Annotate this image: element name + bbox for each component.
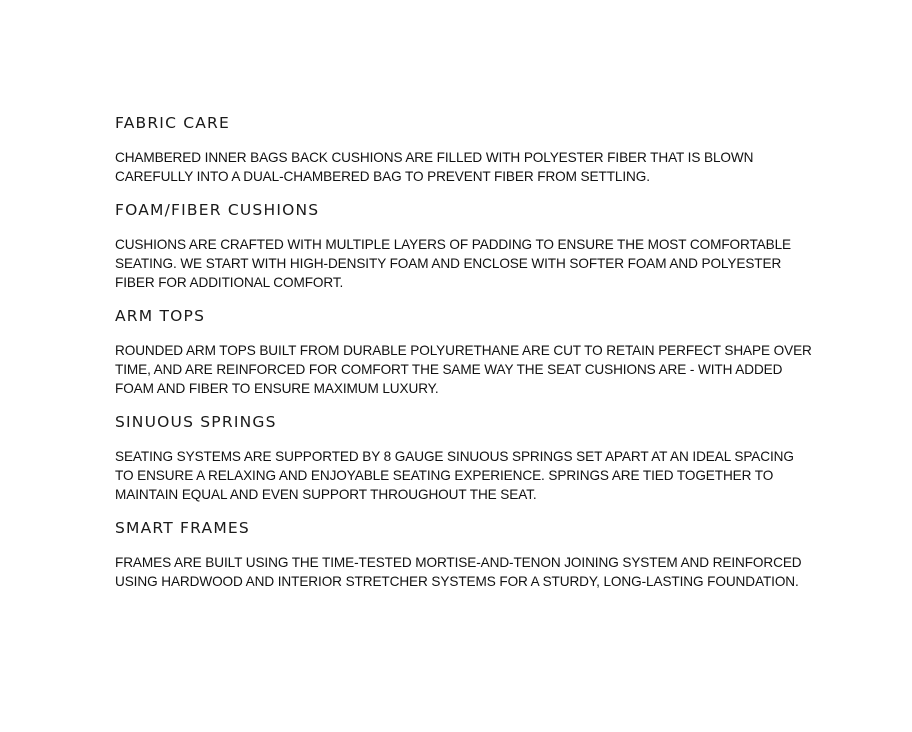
section-body: SEATING SYSTEMS ARE SUPPORTED BY 8 GAUGE SINUOUS SPRINGS SET APART AT AN IDEAL SPACING TO ENSURE A RELAXING AND ENJOYABLE SEATING EXPERIENCE. SPRINGS ARE TIED TOGETHER TO MAINTAIN EQUAL AND EVEN SUPPORT THROUGHOUT THE SEAT. [115, 449, 794, 502]
section-body: ROUNDED ARM TOPS BUILT FROM DURABLE POLYURETHANE ARE CUT TO RETAIN PERFECT SHAPE OVER TIME, AND ARE REINFORCED FOR COMFORT THE SAME WAY THE SEAT CUSHIONS ARE - WITH ADDED FOAM AND FIBER TO ENSURE MAXIMUM LUXURY. [115, 343, 812, 396]
section-body: CUSHIONS ARE CRAFTED WITH MULTIPLE LAYERS OF PADDING TO ENSURE THE MOST COMFORTABLE SEATING. WE START WITH HIGH-DENSITY FOAM AND ENCLOSE WITH SOFTER FOAM AND POLYESTER FIBER FOR ADDITIONAL COMFORT. [115, 237, 792, 290]
section-foam-fiber-cushions [115, 199, 815, 292]
section-body: FRAMES ARE BUILT USING THE TIME-TESTED MORTISE-AND-TENON JOINING SYSTEM AND REINFORCED USING HARDWOOD AND INTERIOR STRETCHER SYSTEMS FOR A STURDY, LONG-LASTING FOUNDATION. [115, 555, 802, 589]
section-body: CHAMBERED INNER BAGS BACK CUSHIONS ARE FILLED WITH POLYESTER FIBER THAT IS BLOWN CAREFULLY INTO A DUAL-CHAMBERED BAG TO PREVENT FIBER FROM SETTLING. [115, 150, 754, 184]
section-heading: FABRIC CARE [115, 114, 231, 132]
section-heading: FOAM/FIBER CUSHIONS [115, 201, 320, 219]
section-fabric-care [115, 112, 815, 186]
section-sinuous-springs [115, 411, 815, 504]
feature-list [115, 112, 815, 591]
section-smart-frames [115, 517, 815, 591]
section-heading: SINUOUS SPRINGS [115, 413, 277, 431]
section-heading: SMART FRAMES [115, 519, 250, 537]
section-arm-tops [115, 305, 815, 398]
section-heading: ARM TOPS [115, 307, 206, 325]
